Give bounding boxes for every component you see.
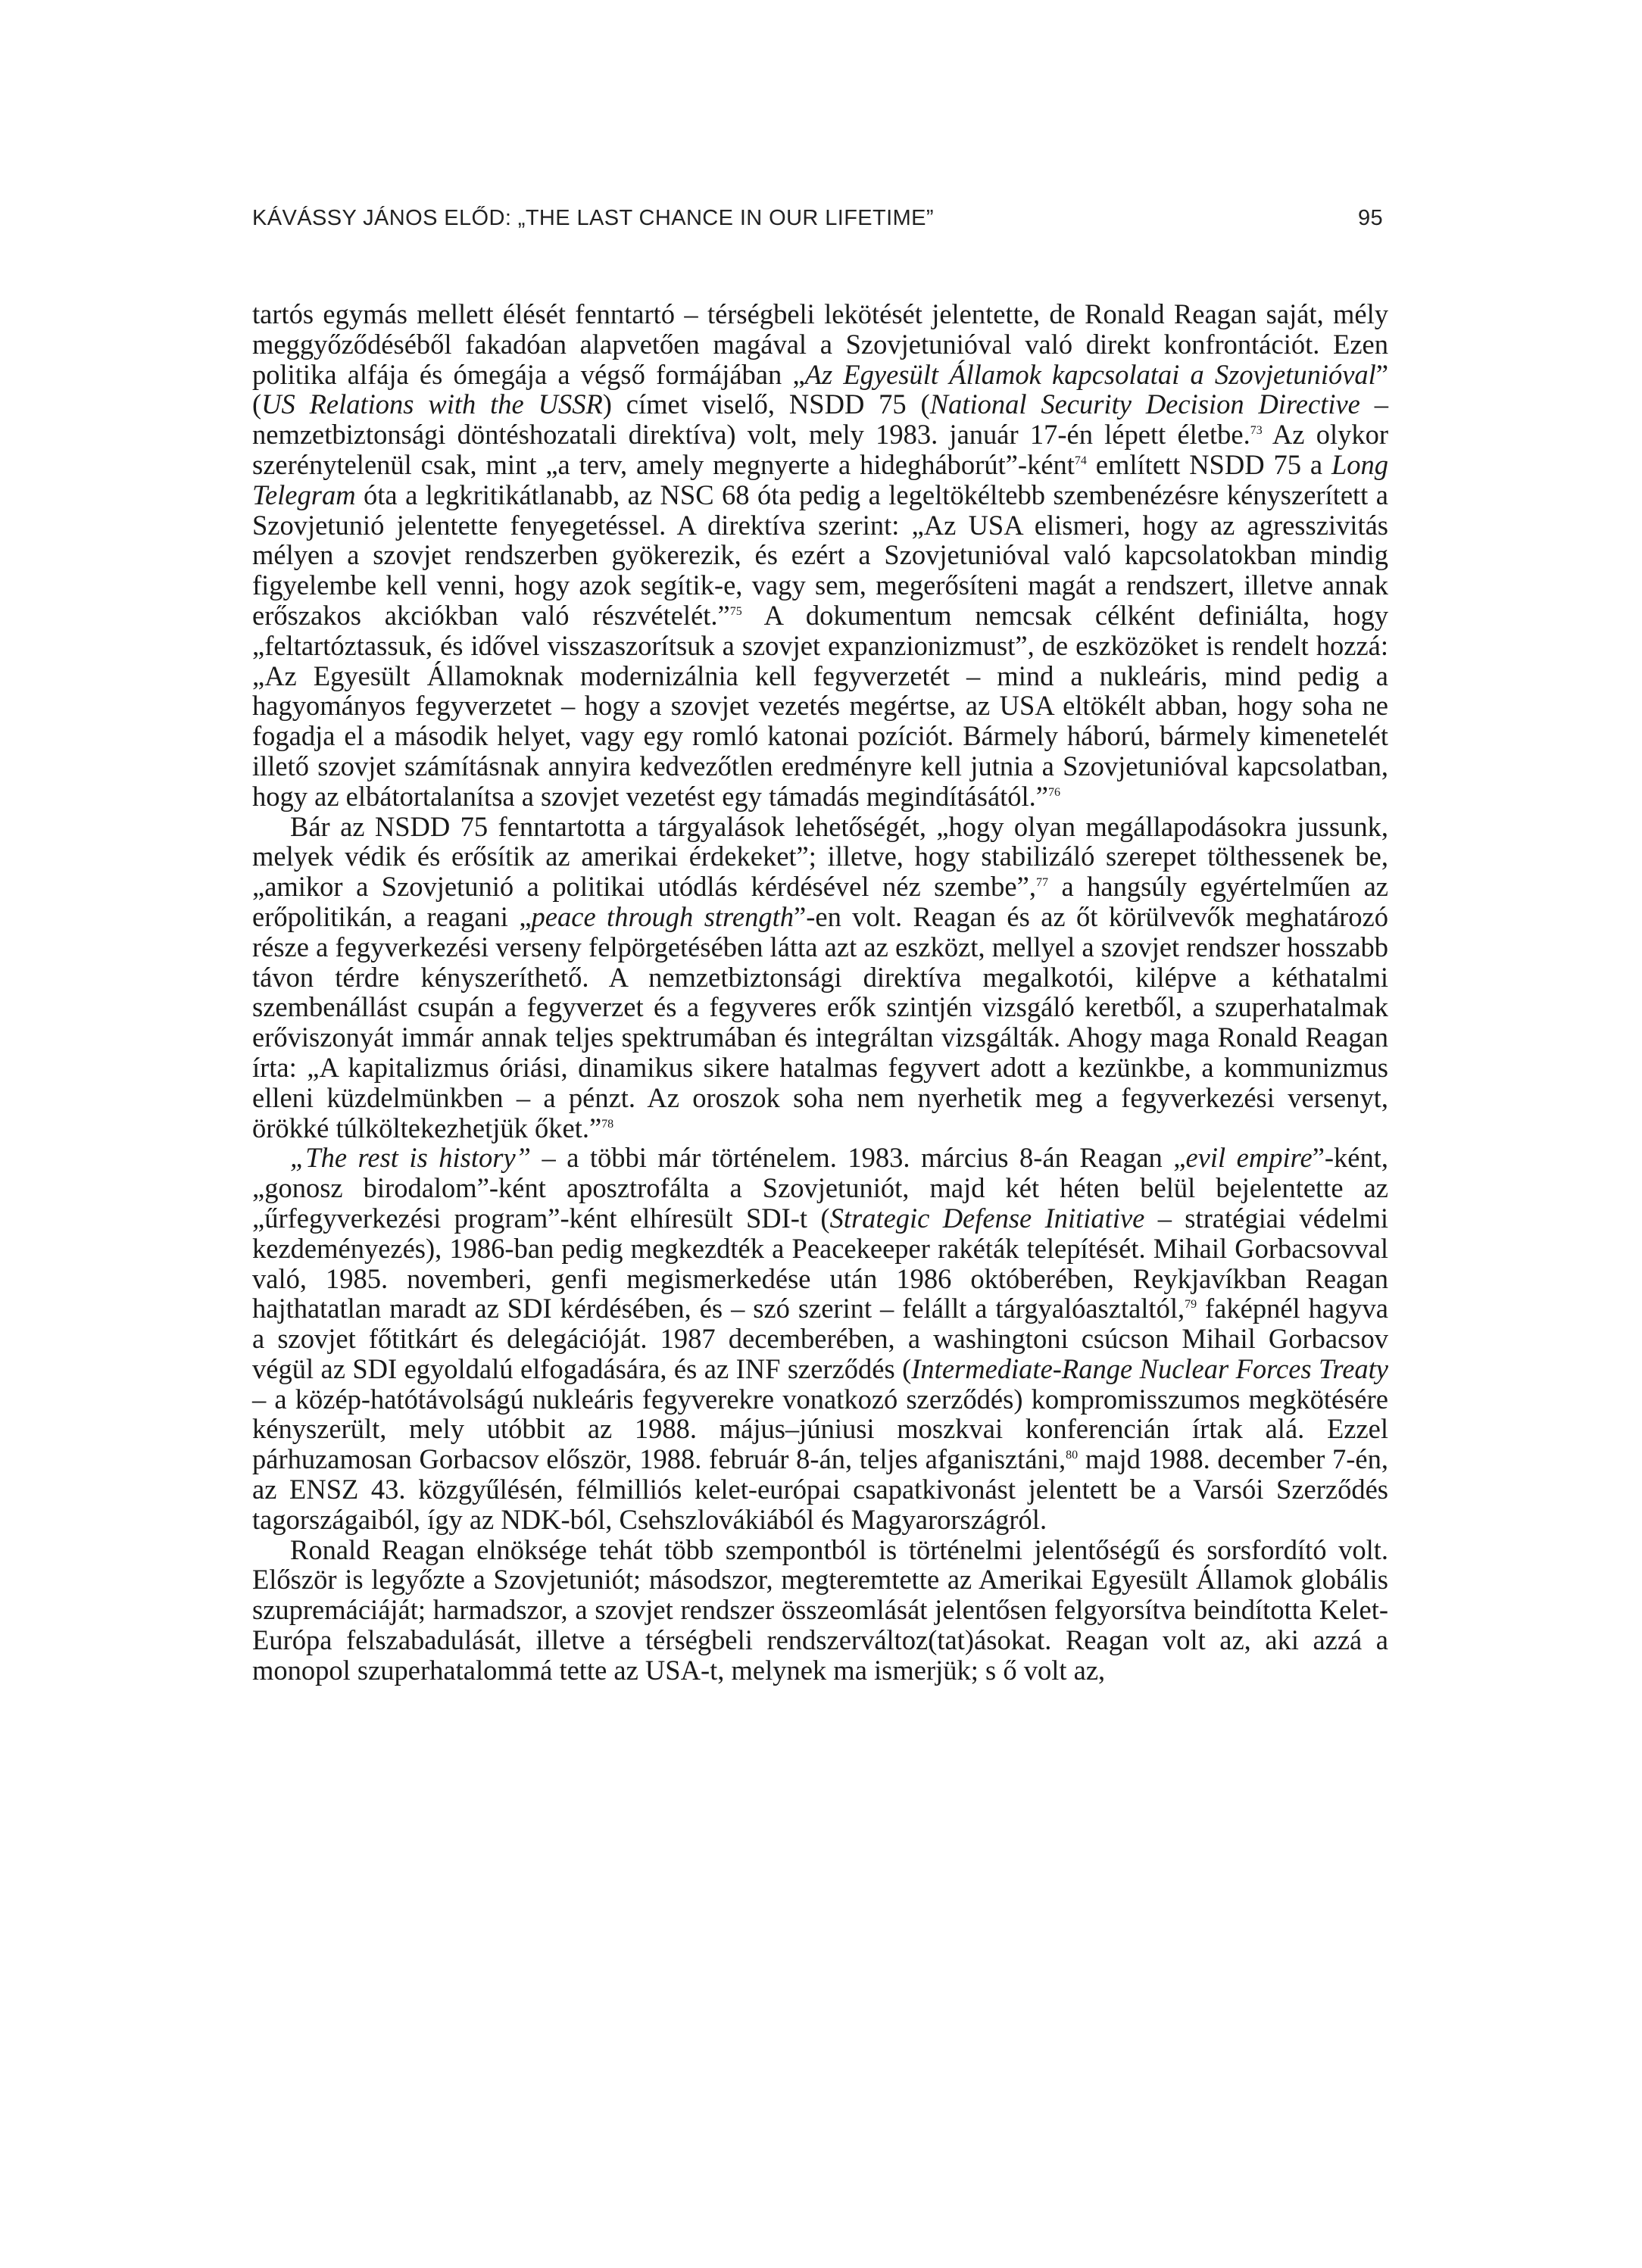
italic-text: Strategic Defense Initiative bbox=[829, 1202, 1145, 1234]
italic-text: evil empire bbox=[1185, 1142, 1313, 1174]
footnote-ref: 77 bbox=[1035, 875, 1048, 889]
paragraph bbox=[252, 299, 1388, 812]
text-run: majd 1988. december 7-én, az ENSZ 43. közgyűlésén, félmilliós kelet-európai csapatkivonást jelentett be a Varsói Szerződés tagországaiból, így az NDK-ból, Csehszlovákiából és Magyarországról. bbox=[252, 1443, 1388, 1535]
text-run: ” ( bbox=[252, 358, 1389, 420]
text-run: – a többi már történelem. 1983. március 8-án Reagan „ bbox=[530, 1142, 1186, 1174]
text-run: ”-en volt. Reagan és az őt körülvevők meghatározó része a fegyverkezési verseny felpörgetésében látta azt az eszközt, mellyel a szovjet rendszer hosszabb távon térdre kényszeríthető. A nemzetbiztonsági direktíva megalkotói, kilépve a kéthatalmi szembenállást csupán a fegyverzet és a fegyveres erők szintjén vizsgáló keretből, a szuperhatalmak erőviszonyát immár annak teljes spektrumában és integráltan vizsgálták. Ahogy maga Ronald Reagan írta: „A kapitalizmus óriási, dinamikus sikere hatalmas fegyvert adott a kezünkbe, a kommunizmus elleni küzdelmünkben – a pénzt. Az oroszok soha nem nyerhetik meg a fegyverkezési versenyt, örökké túlköltekezhetjük őket.” bbox=[252, 900, 1389, 1143]
italic-text: Long Telegram bbox=[252, 448, 1389, 510]
text-run: említett NSDD 75 a bbox=[1086, 448, 1331, 480]
text-run: Ronald Reagan elnöksége tehát több szempontból is történelmi jelentőségű és sorsfordító volt. Először is legyőzte a Szovjetuniót; másodszor, megteremtette az Amerikai Egyesült Államok globális szupremáciáját; harmadszor, a szovjet rendszer összeomlását jelentősen felgyorsítva beindította Kelet-Európa felszabadulását, illetve a térségbeli rendszerváltoz(tat)ásokat. Reagan volt az, aki azzá a monopol szuperhatalommá tette az USA-t, melynek ma ismerjük; s ő volt az, bbox=[252, 1533, 1388, 1686]
text-run: – a közép-hatótávolságú nukleáris fegyverekre vonatkozó szerződés) kompromisszumos megkötésére kényszerült, mely utóbbit az 1988. május–júniusi moszkvai konferencián írtak alá. Ezzel párhuzamosan Gorbacsov először, 1988. február 8-án, teljes afganisztáni, bbox=[252, 1383, 1388, 1475]
running-title: KÁVÁSSY JÁNOS ELŐD: „THE LAST CHANCE IN OUR LIFETIME” bbox=[252, 206, 934, 230]
paragraph bbox=[252, 1143, 1388, 1534]
text-run: Bár az NSDD 75 fenntartotta a tárgyalások lehetőségét, „hogy olyan megállapodásokra jussunk, melyek védik és erősítik az amerikai érdekeket”; illetve, hogy stabilizáló szerepet tölthessenek be, „amikor a Szovjetunió a politikai utódlás kérdésével néz szembe”, bbox=[252, 810, 1388, 903]
footnote-ref: 75 bbox=[729, 604, 742, 618]
running-head bbox=[252, 206, 1383, 231]
text-run: tartós egymás mellett élését fenntartó – térségbeli lekötését jelentette, de Ronald Reagan saját, mély meggyőződéséből fakadóan alapvetően magával a Szovjetunióval való direkt konfrontációt. Ezen politika alfája és ómegája a végső formájában „ bbox=[252, 298, 1388, 390]
footnote-ref: 78 bbox=[601, 1117, 614, 1131]
italic-text: „The rest is history” bbox=[290, 1142, 531, 1174]
footnote-ref: 74 bbox=[1074, 454, 1087, 467]
italic-text: National Security Decision Directive bbox=[929, 388, 1360, 420]
paragraph bbox=[252, 812, 1388, 1143]
footnote-ref: 79 bbox=[1185, 1298, 1197, 1312]
italic-text: Az Egyesült Államok kapcsolatai a Szovjetunióval bbox=[804, 358, 1376, 390]
italic-text: US Relations with the USSR bbox=[261, 388, 603, 420]
text-run: ) címet viselő, NSDD 75 ( bbox=[602, 388, 930, 420]
text-run: Az olykor szerénytelenül csak, mint „a terv, amely megnyerte a hidegháborút”-ként bbox=[252, 419, 1388, 480]
italic-text: Intermediate-Range Nuclear Forces Treaty bbox=[911, 1352, 1388, 1384]
footnote-ref: 76 bbox=[1048, 785, 1060, 799]
text-run: faképnél hagyva a szovjet főtitkárt és delegációját. 1987 decemberében, a washingtoni csúcson Mihail Gorbacsov végül az SDI egyoldalú elfogadására, és az INF szerződés ( bbox=[252, 1293, 1388, 1384]
text-run: – stratégiai védelmi kezdeményezés), 1986-ban pedig megkezdték a Peacekeeper rakéták telepítését. Mihail Gorbacsovval való, 1985. novemberi, genfi megismerkedése után 1986 októberében, Reykjavíkban Reagan hajthatatlan maradt az SDI kérdésében, és – szó szerint – felállt a tárgyalóasztaltól, bbox=[252, 1202, 1388, 1324]
footnote-ref: 73 bbox=[1250, 424, 1263, 438]
text-run: a hangsúly egyértelműen az erőpolitikán, a reagani „ bbox=[252, 871, 1388, 932]
page-number: 95 bbox=[1357, 206, 1383, 230]
body-text bbox=[252, 299, 1388, 1686]
italic-text: peace through strength bbox=[531, 900, 794, 932]
text-run: óta a legkritikátlanabb, az NSC 68 óta pedig a legeltökéltebb szembenézésre kényszerített a Szovjetunió jelentette fenyegetéssel. A direktíva szerint: „Az USA elismeri, hogy az agresszivitás mélyen a szovjet rendszerben gyökerezik, és ezért a Szovjetunióval való kapcsolatokban mindig figyelembe kell venni, hogy azok segítik-e, vagy sem, megerősíteni magát a rendszert, illetve annak erőszakos akciókban való részvételét.” bbox=[252, 479, 1388, 631]
text-run: – nemzetbiztonsági döntéshozatali direktíva) volt, mely 1983. január 17-én lépett életbe. bbox=[252, 388, 1388, 451]
text-run: ”-ként, „gonosz birodalom”-ként aposztrofálta a Szovjetuniót, majd két héten belül bejelentette az „űrfegyverkezési program”-ként elhíresült SDI-t ( bbox=[252, 1142, 1389, 1234]
footnote-ref: 80 bbox=[1066, 1449, 1079, 1462]
paragraph bbox=[252, 1535, 1388, 1686]
text-run: A dokumentum nemcsak célként definiálta, hogy „feltartóztassuk, és idővel visszaszorítsuk a szovjet expanzionizmust”, de eszközöket is rendelt hozzá: „Az Egyesült Államoknak modernizálnia kell fegyverzetét – mind a nukleáris, mind pedig a hagyományos fegyverzetet – hogy a szovjet vezetés megértse, az USA eltökélt abban, hogy soha ne fogadja el a második helyet, vagy egy romló katonai pozíciót. Bármely háború, bármely kimenetelét illető szovjet számításnak annyira kedvezőtlen eredményre kell jutnia a Szovjetunióval kapcsolatban, hogy az elbátortalanítsa a szovjet vezetést egy támadás megindításától.” bbox=[252, 599, 1388, 812]
